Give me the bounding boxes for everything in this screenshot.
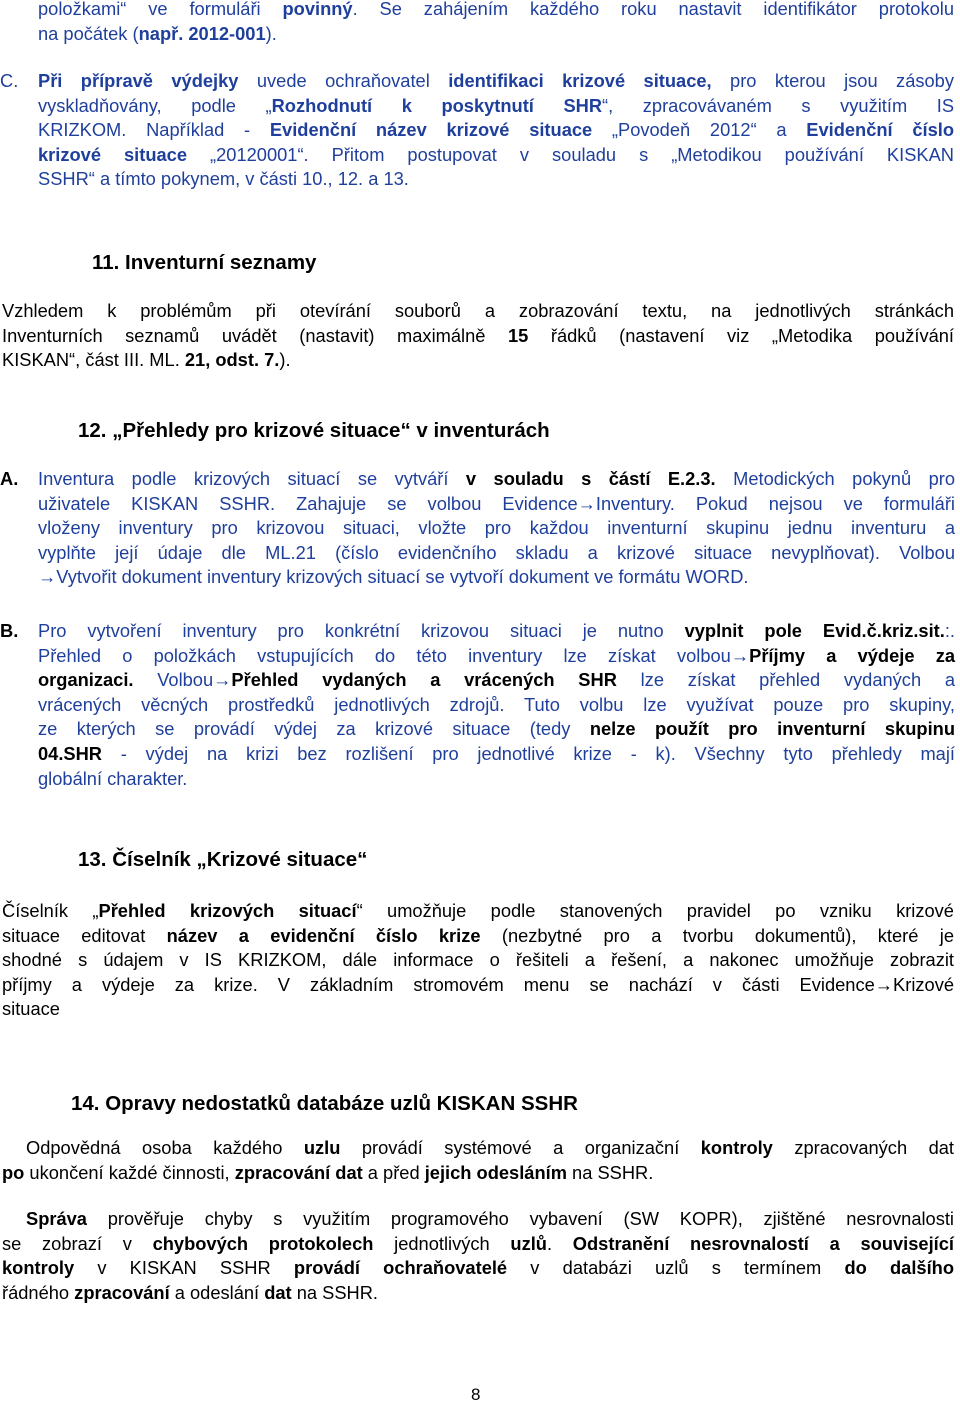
section-11-text: Vzhledem k problémům při otevírání souborů a zobrazování textu, na jednotlivých stránkách [2, 300, 954, 321]
section-12-a-label: A. [0, 468, 19, 489]
section-12-b [0, 619, 955, 791]
intro-text: položkami“ ve formuláři [38, 0, 283, 19]
section-13-text: (nezbytné pro a tvorbu dokumentů), které je [480, 924, 954, 946]
section-11-text: Inventurních seznamů uvádět (nastavit) maximálně [2, 324, 508, 346]
section-c-bold: Evidenční název krizové situace [269, 119, 593, 141]
section-12-b-text: ze kterých se provádí výdej za krizové situace (tedy [38, 718, 590, 740]
section-12-b-text: :. [944, 620, 955, 641]
intro-paragraph [38, 0, 954, 46]
section-12-a-text: Metodických pokynů pro [715, 468, 956, 489]
section-c-bold: Evidenční číslo [806, 119, 955, 141]
section-14-bold: uzlu [303, 1137, 341, 1158]
section-c-label: C. [0, 70, 19, 91]
section-14-text: ukončení každé činnosti, [24, 1161, 235, 1183]
section-12-b-label: B. [0, 620, 19, 641]
section-13-text: shodné s údajem v IS KRIZKOM, dále informace o řešiteli a řešení, a nakonec umožňuje zobrazit [2, 949, 954, 971]
section-11-bold: 15 [507, 324, 529, 346]
section-12-b-text: Volbou→ [133, 669, 232, 691]
section-14-bold: Odstranění nesrovnalostí a související [572, 1232, 954, 1254]
section-13-paragraph [2, 899, 954, 1022]
section-12-a-text: vyplňte její údaje dle ML.21 (číslo evidenčního skladu a krizové situace nevyplňovat). Volbou [38, 541, 955, 563]
section-12-b-text: globální charakter. [38, 767, 188, 789]
section-12-heading: 12. „Přehledy pro krizové situace“ v inventurách [78, 419, 550, 442]
section-12-b-bold: 04.SHR [38, 742, 103, 764]
section-12-a-bold: v souladu s částí E.2.3. [465, 468, 716, 489]
section-14-text: Odpovědná osoba každého [26, 1137, 304, 1158]
section-14-text: provádí systémové a organizační [340, 1137, 701, 1158]
section-12-b-bold: Příjmy a výdeje za [749, 644, 956, 666]
section-11-paragraph [2, 299, 954, 373]
section-13-heading: 13. Číselník „Krizové situace“ [78, 848, 368, 871]
section-11-text: řádků (nastavení viz „Metodika používání [528, 324, 955, 346]
section-14-text: a odeslání [169, 1281, 265, 1303]
section-14-text: řádného [2, 1281, 75, 1303]
section-12-b-text: Přehled o položkách vstupujících do této inventury lze získat volbou→ [38, 644, 750, 666]
section-13-text: příjmy a výdeje za krize. V základním stromovém menu se nachází v části Evidence→Krizové [2, 973, 954, 995]
section-12-a-text: vloženy inventury pro krizovou situaci, vložte pro každou inventurní skupinu jednu inventuru a [38, 517, 955, 539]
section-12-b-bold: organizaci. [38, 669, 134, 691]
section-13-text: situace editovat [2, 924, 167, 946]
section-14-text: v KISKAN SSHR [74, 1257, 294, 1279]
section-14-paragraph-2 [2, 1207, 954, 1305]
section-14-text: na SSHR. [291, 1281, 379, 1303]
section-c-text: pro kterou jsou zásoby [711, 70, 954, 91]
page-number: 8 [471, 1385, 481, 1404]
section-c-bold: Při přípravě výdejky [38, 70, 239, 91]
section-14-bold: zpracování dat [234, 1161, 363, 1183]
section-13-text: situace [2, 998, 60, 1020]
section-14-bold: chybových protokolech [152, 1232, 374, 1254]
section-11-heading: 11. Inventurní seznamy [92, 251, 317, 274]
intro-text: . Se zahájením každého roku nastavit identifikátor protokolu [352, 0, 954, 19]
section-c-bold: krizové situace [38, 143, 188, 165]
section-14-bold: Správa [26, 1208, 87, 1229]
section-14-text: zpracovaných dat [772, 1137, 954, 1158]
section-13-bold: Přehled krizových situací [98, 900, 357, 921]
section-12-b-bold: nelze použít pro inventurní skupinu [589, 718, 955, 740]
section-c-text: uvede ochraňovatel [238, 70, 449, 91]
section-14-text: prověřuje chyby s využitím programového vybavení (SW KOPR), zjištěné nesrovnalosti [86, 1208, 954, 1229]
section-12-b-text: - výdej na krizi bez rozlišení pro jednotlivé krize - k). Všechny tyto přehledy mají [102, 742, 955, 764]
section-14-paragraph-1 [2, 1136, 954, 1185]
section-c-text: KRIZKOM. Například - [38, 119, 270, 141]
section-14-bold: kontroly [2, 1257, 75, 1279]
section-14-bold: kontroly [700, 1137, 773, 1158]
section-12-a-text: →Vytvořit dokument inventury krizových situací se vytvoří dokument ve formátu WORD. [38, 566, 749, 588]
section-14-text: v databázi uzlů s termínem [507, 1257, 845, 1279]
section-c-text: vyskladňovány, podle „ [38, 94, 272, 116]
intro-bold: povinný [282, 0, 353, 19]
section-11-text: KISKAN“, část III. ML. [2, 349, 185, 371]
section-c-text: “, zpracovávaném s využitím IS [602, 94, 955, 116]
section-14-bold: jejich odesláním [424, 1161, 567, 1183]
intro-text: ). [265, 22, 277, 44]
section-13-bold: název a evidenční číslo krize [166, 924, 481, 946]
section-12-a-text: Inventura podle krizových situací se vytváří [38, 468, 466, 489]
section-14-bold: do dalšího [844, 1257, 954, 1279]
section-c-bold: Rozhodnutí k poskytnutí SHR [271, 94, 603, 116]
section-12-a [0, 467, 955, 590]
section-14-text: se zobrazí v [2, 1232, 153, 1254]
section-c [0, 69, 954, 192]
section-13-text: “ umožňuje podle stanovených pravidel po vzniku krizové [356, 900, 954, 921]
section-14-bold: dat [264, 1281, 292, 1303]
section-14-bold: uzlů [510, 1232, 547, 1254]
section-12-a-text: uživatele KISKAN SSHR. Zahajuje se volbou Evidence→Inventury. Pokud nejsou ve formuláři [38, 492, 955, 514]
intro-bold: např. 2012-001 [138, 22, 266, 44]
section-12-b-text: lze získat přehled vydaných a [616, 669, 955, 691]
section-14-bold: zpracování [74, 1281, 170, 1303]
section-12-b-text: vrácených věcných prostředků jednotlivých zdrojů. Tuto volbu lze využívat pouze pro skupiny, [38, 693, 955, 715]
section-12-b-bold: vyplnit pole Evid.č.kriz.sit. [684, 620, 945, 641]
section-12-b-bold: Přehled vydaných a vrácených SHR [231, 669, 617, 691]
section-c-text: „20120001“. Přitom postupovat v souladu s „Metodikou používání KISKAN [187, 143, 954, 165]
section-14-text: na SSHR. [566, 1161, 654, 1183]
section-c-bold: identifikaci krizové situace, [448, 70, 712, 91]
section-14-bold: po [2, 1161, 25, 1183]
section-13-text: Číselník „ [2, 900, 99, 921]
section-11-bold: 21, odst. 7. [184, 349, 280, 371]
section-c-text: SSHR“ a tímto pokynem, v části 10., 12. a 13. [38, 168, 409, 190]
section-14-text: a před [362, 1161, 425, 1183]
intro-text: na počátek ( [38, 22, 139, 44]
section-12-b-text: Pro vytvoření inventury pro konkrétní krizovou situaci je nutno [38, 620, 685, 641]
section-14-text: . [546, 1232, 573, 1254]
section-14-text: jednotlivých [373, 1232, 511, 1254]
section-c-text: „Povodeň 2012“ a [592, 119, 807, 141]
section-14-bold: provádí ochraňovatelé [293, 1257, 508, 1279]
section-14-heading: 14. Opravy nedostatků databáze uzlů KISKAN SSHR [71, 1092, 578, 1115]
section-11-text: ). [279, 349, 291, 371]
